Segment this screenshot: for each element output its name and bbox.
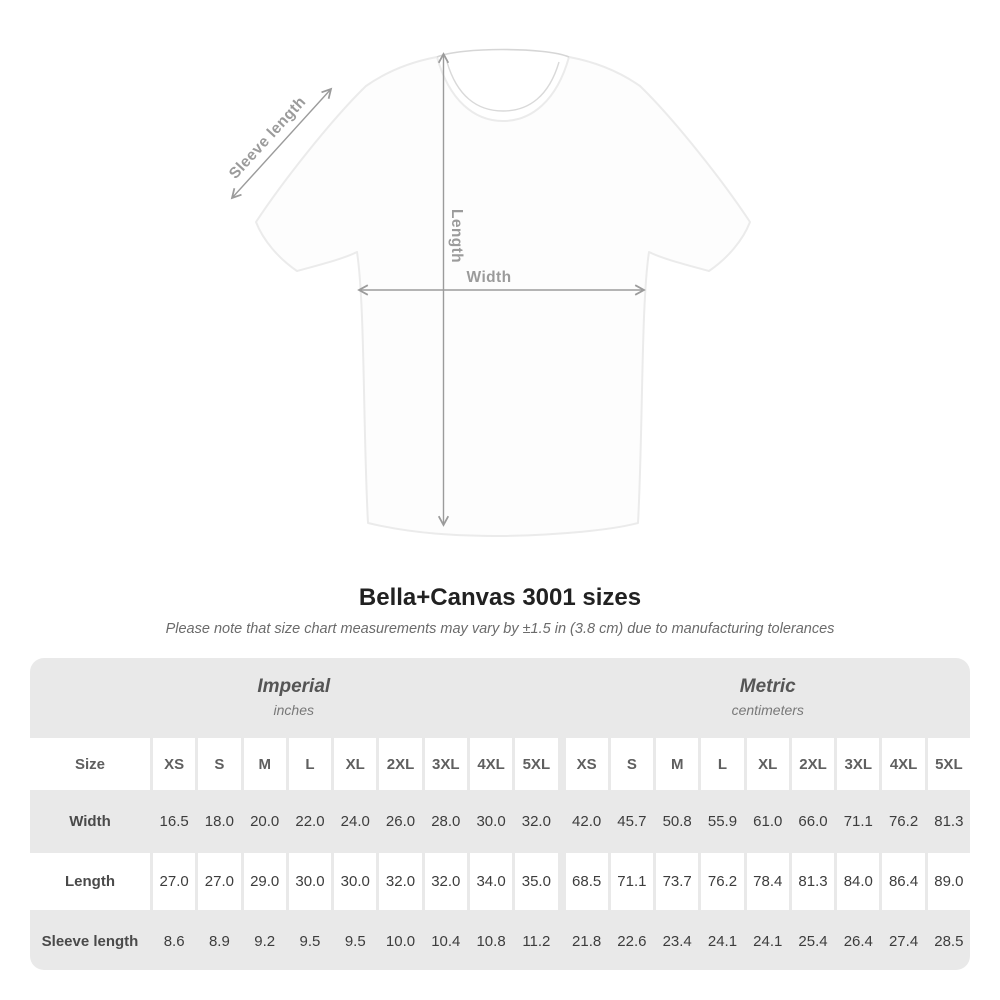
size-col-header: XL: [747, 738, 789, 790]
value-cell: 32.0: [425, 853, 467, 910]
imperial-unit: inches: [273, 701, 314, 718]
collar-band: [447, 62, 559, 111]
value-cell: 66.0: [798, 813, 828, 830]
tolerance-note: Please note that size chart measurements may vary by ±1.5 in (3.8 cm) due to manufacturing tolerances: [165, 621, 835, 637]
value-cell: 8.9: [208, 933, 230, 950]
metric-group-header: [566, 658, 971, 735]
value-cell: 16.5: [159, 813, 189, 830]
value-cell: 9.5: [344, 933, 366, 950]
size-table: [30, 658, 970, 970]
value-cell: 25.4: [798, 933, 828, 950]
width-label: Width: [466, 269, 512, 286]
value-cell: 27.0: [198, 853, 240, 910]
value-cell: 32.0: [379, 853, 421, 910]
value-cell: 11.2: [522, 933, 551, 950]
value-cell: 9.2: [254, 933, 276, 950]
value-cell: 26.0: [385, 813, 416, 830]
value-cell: 22.6: [617, 933, 647, 950]
value-cell: 71.1: [611, 853, 653, 910]
length-label: Length: [448, 208, 465, 264]
size-col-header: XS: [153, 738, 195, 790]
size-col-header: 3XL: [837, 738, 879, 790]
group-divider: [561, 658, 563, 735]
value-cell: 29.0: [244, 853, 286, 910]
row-label-width: Width: [69, 813, 111, 830]
sleeve-length-label: Sleeve length: [225, 93, 310, 183]
value-cell: 9.5: [299, 933, 321, 950]
page-title: Bella+Canvas 3001 sizes: [358, 584, 642, 611]
value-cell: 30.0: [334, 853, 376, 910]
value-cell: 24.1: [707, 933, 738, 950]
value-cell: 24.1: [753, 933, 783, 950]
size-col-header: S: [611, 738, 653, 790]
collar-back: [437, 50, 569, 58]
value-cell: 78.4: [747, 853, 789, 910]
size-col-header: M: [244, 738, 286, 790]
size-col-header: L: [701, 738, 743, 790]
size-col-header: 2XL: [792, 738, 834, 790]
value-cell: 10.0: [385, 933, 416, 950]
tshirt-graphic: [256, 50, 750, 537]
value-cell: 73.7: [656, 853, 698, 910]
size-col-header: XS: [566, 738, 608, 790]
size-col-header: 2XL: [379, 738, 421, 790]
value-cell: 18.0: [204, 813, 234, 830]
value-cell: 61.0: [753, 813, 783, 830]
value-cell: 28.0: [431, 813, 461, 830]
group-divider: [561, 913, 563, 970]
value-cell: 10.8: [476, 933, 506, 950]
value-cell: 23.4: [662, 933, 692, 950]
value-cell: 27.4: [888, 933, 919, 950]
size-col-header: 3XL: [425, 738, 467, 790]
size-col-header: L: [289, 738, 331, 790]
size-col-header: 4XL: [470, 738, 512, 790]
size-row-header: Size: [30, 738, 150, 790]
imperial-group-header: [30, 658, 558, 735]
value-cell: 71.1: [843, 813, 873, 830]
group-divider: [561, 738, 563, 790]
value-cell: 76.2: [701, 853, 743, 910]
row-label-length: Length: [30, 853, 150, 910]
value-cell: 81.3: [934, 813, 964, 830]
value-cell: 81.3: [792, 853, 834, 910]
value-cell: 76.2: [888, 813, 919, 830]
value-cell: 24.0: [340, 813, 370, 830]
size-col-header: 5XL: [515, 738, 557, 790]
value-cell: 50.8: [662, 813, 692, 830]
value-cell: 35.0: [515, 853, 557, 910]
value-cell: 30.0: [476, 813, 506, 830]
value-cell: 26.4: [843, 933, 873, 950]
value-cell: 30.0: [289, 853, 331, 910]
metric-label: Metric: [739, 675, 796, 697]
value-cell: 20.0: [250, 813, 280, 830]
group-divider: [561, 793, 563, 850]
value-cell: 27.0: [153, 853, 195, 910]
value-cell: 8.6: [163, 933, 185, 950]
value-cell: 28.5: [934, 933, 964, 950]
size-col-header: M: [656, 738, 698, 790]
value-cell: 32.0: [521, 813, 551, 830]
value-cell: 55.9: [707, 813, 738, 830]
row-label-sleeve-length: Sleeve length: [41, 933, 139, 950]
value-cell: 34.0: [470, 853, 512, 910]
value-cell: 42.0: [572, 813, 602, 830]
group-divider: [561, 853, 563, 910]
value-cell: 10.4: [431, 933, 461, 950]
value-cell: 21.8: [572, 933, 602, 950]
size-col-header: 5XL: [928, 738, 970, 790]
imperial-label: Imperial: [257, 675, 331, 697]
metric-unit: centimeters: [731, 701, 804, 718]
size-col-header: XL: [334, 738, 376, 790]
value-cell: 84.0: [837, 853, 879, 910]
value-cell: 45.7: [617, 813, 647, 830]
size-col-header: 4XL: [882, 738, 924, 790]
value-cell: 22.0: [295, 813, 325, 830]
value-cell: 86.4: [882, 853, 924, 910]
value-cell: 89.0: [928, 853, 970, 910]
value-cell: 68.5: [566, 853, 608, 910]
size-col-header: S: [198, 738, 240, 790]
